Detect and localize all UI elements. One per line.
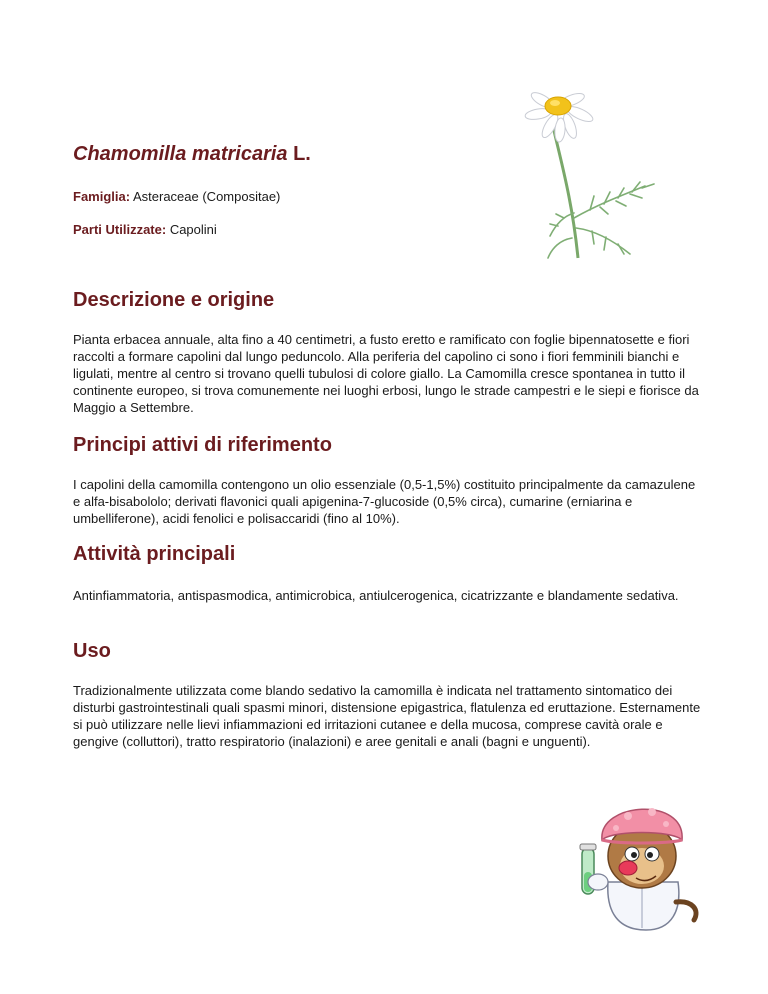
family-label: Famiglia: — [73, 189, 131, 204]
section-heading-principi: Principi attivi di riferimento — [73, 434, 332, 456]
cartoon-scientist-mascot — [568, 782, 708, 932]
section-heading-descrizione: Descrizione e origine — [73, 289, 275, 311]
chamomile-flower-illustration — [520, 88, 680, 263]
family-value: Asteraceae (Compositae) — [132, 189, 281, 204]
species-title — [73, 143, 311, 166]
section-text-attivita: Antinfiammatoria, antispasmodica, antimicrobica, antiulcerogenica, cicatrizzante e blandamente sedativa. — [73, 588, 679, 603]
species-author: L. — [293, 143, 311, 165]
species-name: Chamomilla matricaria — [73, 143, 288, 165]
section-heading-uso: Uso — [73, 640, 111, 662]
section-heading-attivita: Attività principali — [73, 543, 236, 565]
section-text-descrizione: Pianta erbacea annuale, alta fino a 40 centimetri, a fusto eretto e ramificato con foglie bipennatosette e fiori raccolti a formare capolini dal lungo peduncolo. Alla periferia del capolino ci sono i fiori femminili bianchi e ligulati, mentre al centro si trovano quelli tubulosi di colore giallo. La Camomilla cresce spontanea in tutto il continente europeo, si trova comunemente nei luoghi erbosi, lungo le strade campestri e le siepi e fiorisce da Maggio a Settembre. — [73, 332, 699, 415]
parts-label: Parti Utilizzate: — [73, 222, 167, 237]
parts-line — [73, 222, 217, 237]
section-text-principi: I capolini della camomilla contengono un olio essenziale (0,5-1,5%) costituito principalmente da camazulene e alfa-bisabololo; derivati flavonici quali apigenina-7-glucoside (0,5% circa), cumarine (erniarina e umbelliferone), acidi fenolici e polisaccaridi (fino al 10%). — [73, 477, 696, 526]
parts-value: Capolini — [169, 222, 217, 237]
section-text-uso: Tradizionalmente utilizzata come blando sedativo la camomilla è indicata nel trattamento sintomatico dei disturbi gastrointestinali quali spasmi minori, distensione epigastrica, flatulenza ed eruttazione. Esternamente si può utilizzare nelle lievi infiammazioni ed irritazioni cutanee e della mucosa, comprese cavità orale e gengive (colluttori), tratto respiratorio (inalazioni) e aree genitali e anali (bagni e unguenti). — [73, 683, 701, 749]
family-line — [73, 189, 280, 204]
